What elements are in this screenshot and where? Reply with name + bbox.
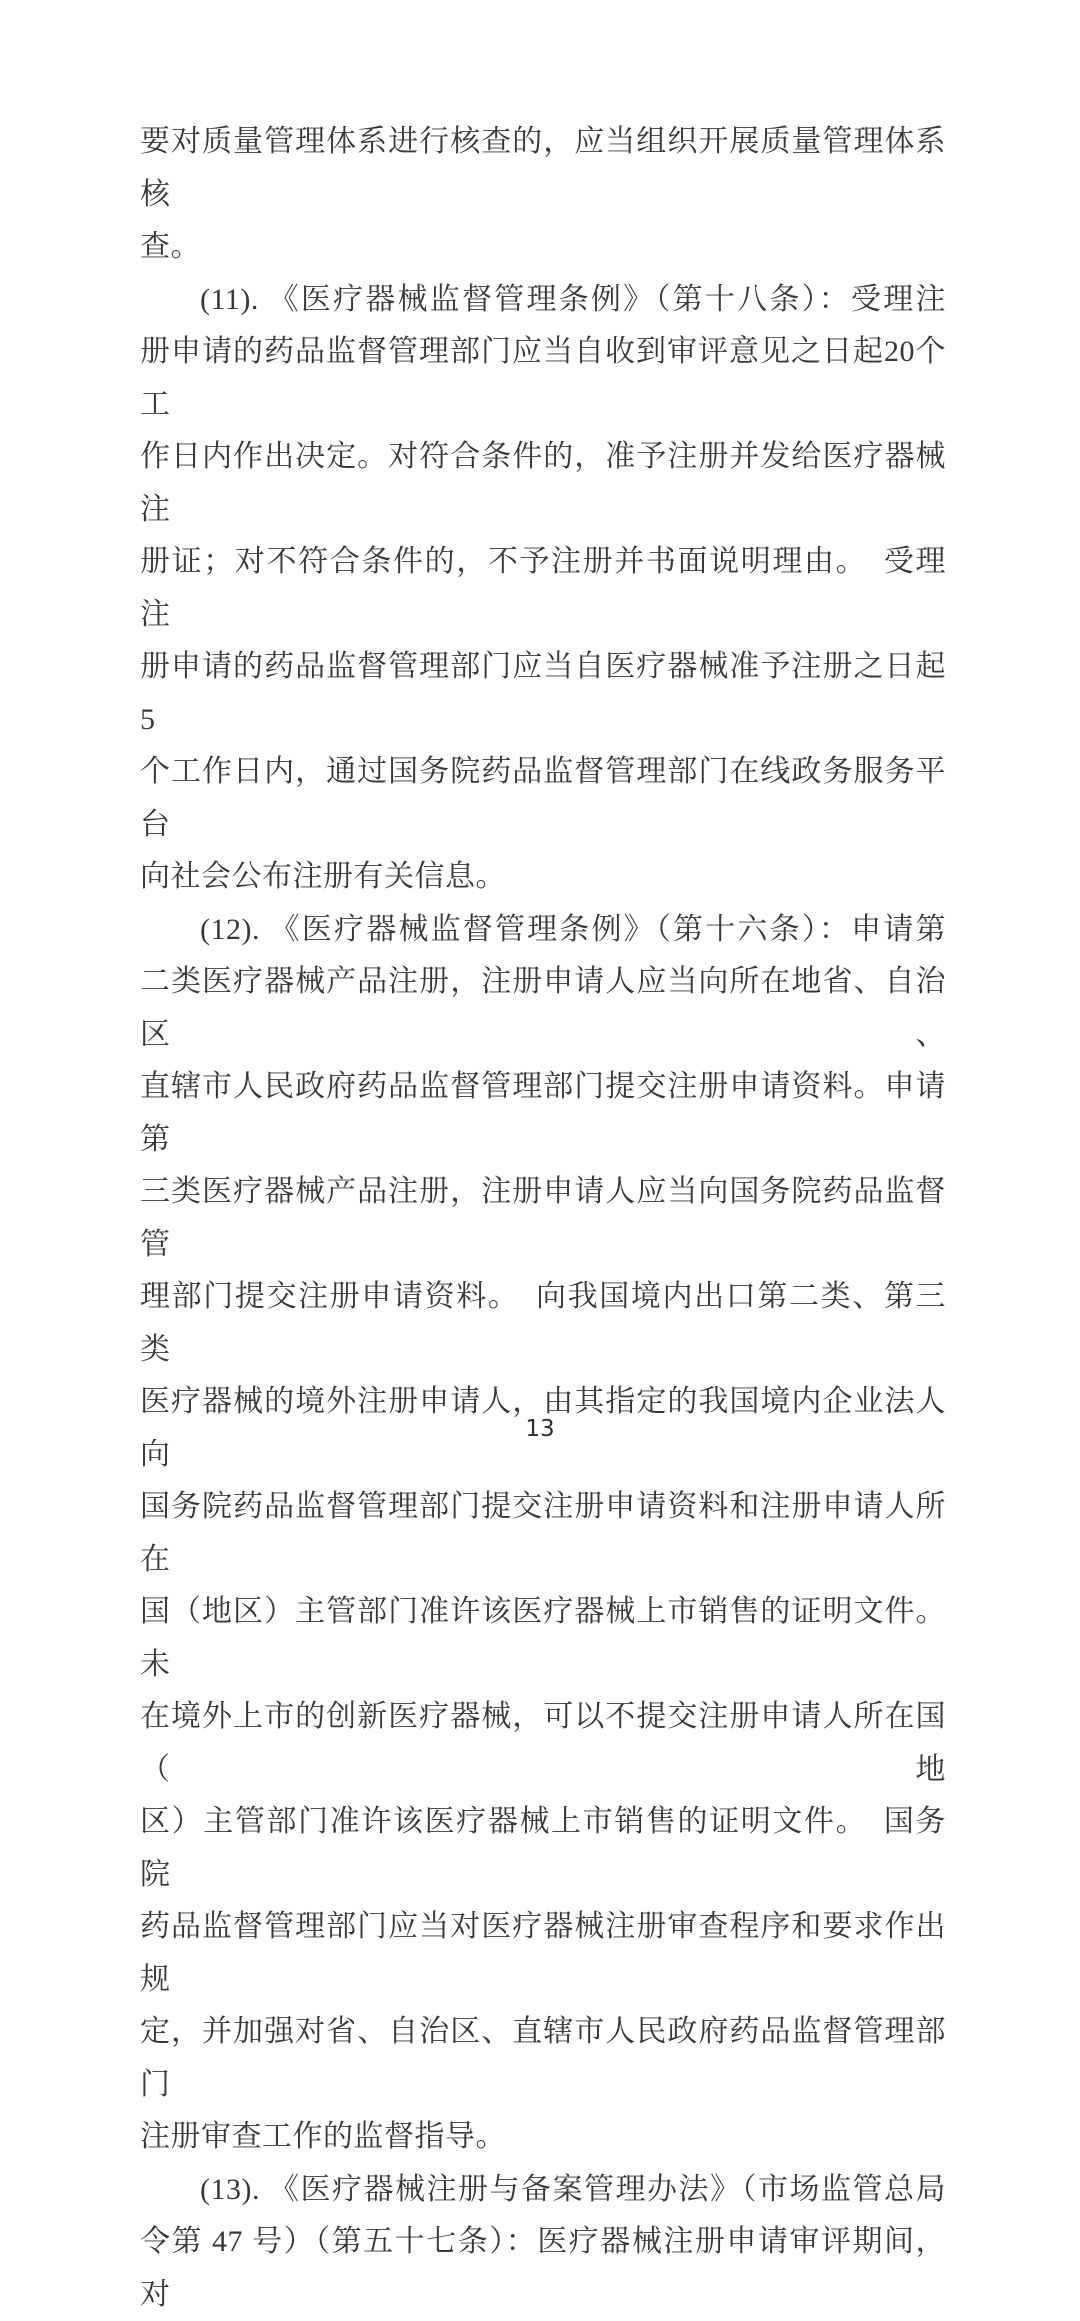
text-line: 国务院药品监督管理部门提交注册申请资料和注册申请人所在 [140,1490,946,1576]
text-line: 直辖市人民政府药品监督管理部门提交注册申请资料。申请第 [140,1070,946,1156]
page-number: 13 [525,1416,555,1442]
text-line: 册申请的药品监督管理部门应当自收到审评意见之日起20个工 [140,335,946,421]
text-line: 册申请的药品监督管理部门应当自医疗器械准予注册之日起5 [140,650,946,736]
text-line: 药品监督管理部门应当对医疗器械注册审查程序和要求作出规 [140,1910,946,1996]
text-line: 要对质量管理体系进行核查的，应当组织开展质量管理体系核 [140,125,946,211]
text-line: 册证；对不符合条件的，不予注册并书面说明理由。 受理注 [140,545,946,631]
text-line: 作日内作出决定。对符合条件的，准予注册并发给医疗器械注 [140,440,946,526]
text-line: 理部门提交注册申请资料。 向我国境内出口第二类、第三类 [140,1280,946,1366]
text-line: 医疗器械的境外注册申请人，由其指定的我国境内企业法人向 [140,1385,946,1471]
text-line: 向社会公布注册有关信息。 [140,860,506,893]
text-line-item-13: (13). 《医疗器械注册与备案管理办法》（市场监管总局 [200,2172,946,2206]
text-line: 国（地区）主管部门准许该医疗器械上市销售的证明文件。未 [140,1595,946,1681]
text-line: 令第 47 号）（第五十七条）：医疗器械注册申请审评期间，对 [140,2225,946,2311]
text-line: 在境外上市的创新医疗器械，可以不提交注册申请人所在国（地 [140,1700,946,1786]
text-line: 三类医疗器械产品注册，注册申请人应当向国务院药品监督管 [140,1175,946,1261]
text-line: 个工作日内，通过国务院药品监督管理部门在线政务服务平台 [140,755,946,841]
text-line: 查。 [140,230,201,263]
text-line: 二类医疗器械产品注册，注册申请人应当向所在地省、自治区、 [140,965,946,1051]
text-line: 定，并加强对省、自治区、直辖市人民政府药品监督管理部门 [140,2015,946,2101]
document-body [140,116,946,2321]
text-line: 注册审查工作的监督指导。 [140,2120,506,2153]
text-line-item-11: (11). 《医疗器械监督管理条例》（第十八条）：受理注 [200,282,946,316]
text-line-item-12: (12). 《医疗器械监督管理条例》（第十六条）：申请第 [200,912,946,946]
text-line: 区）主管部门准许该医疗器械上市销售的证明文件。 国务院 [140,1805,946,1891]
